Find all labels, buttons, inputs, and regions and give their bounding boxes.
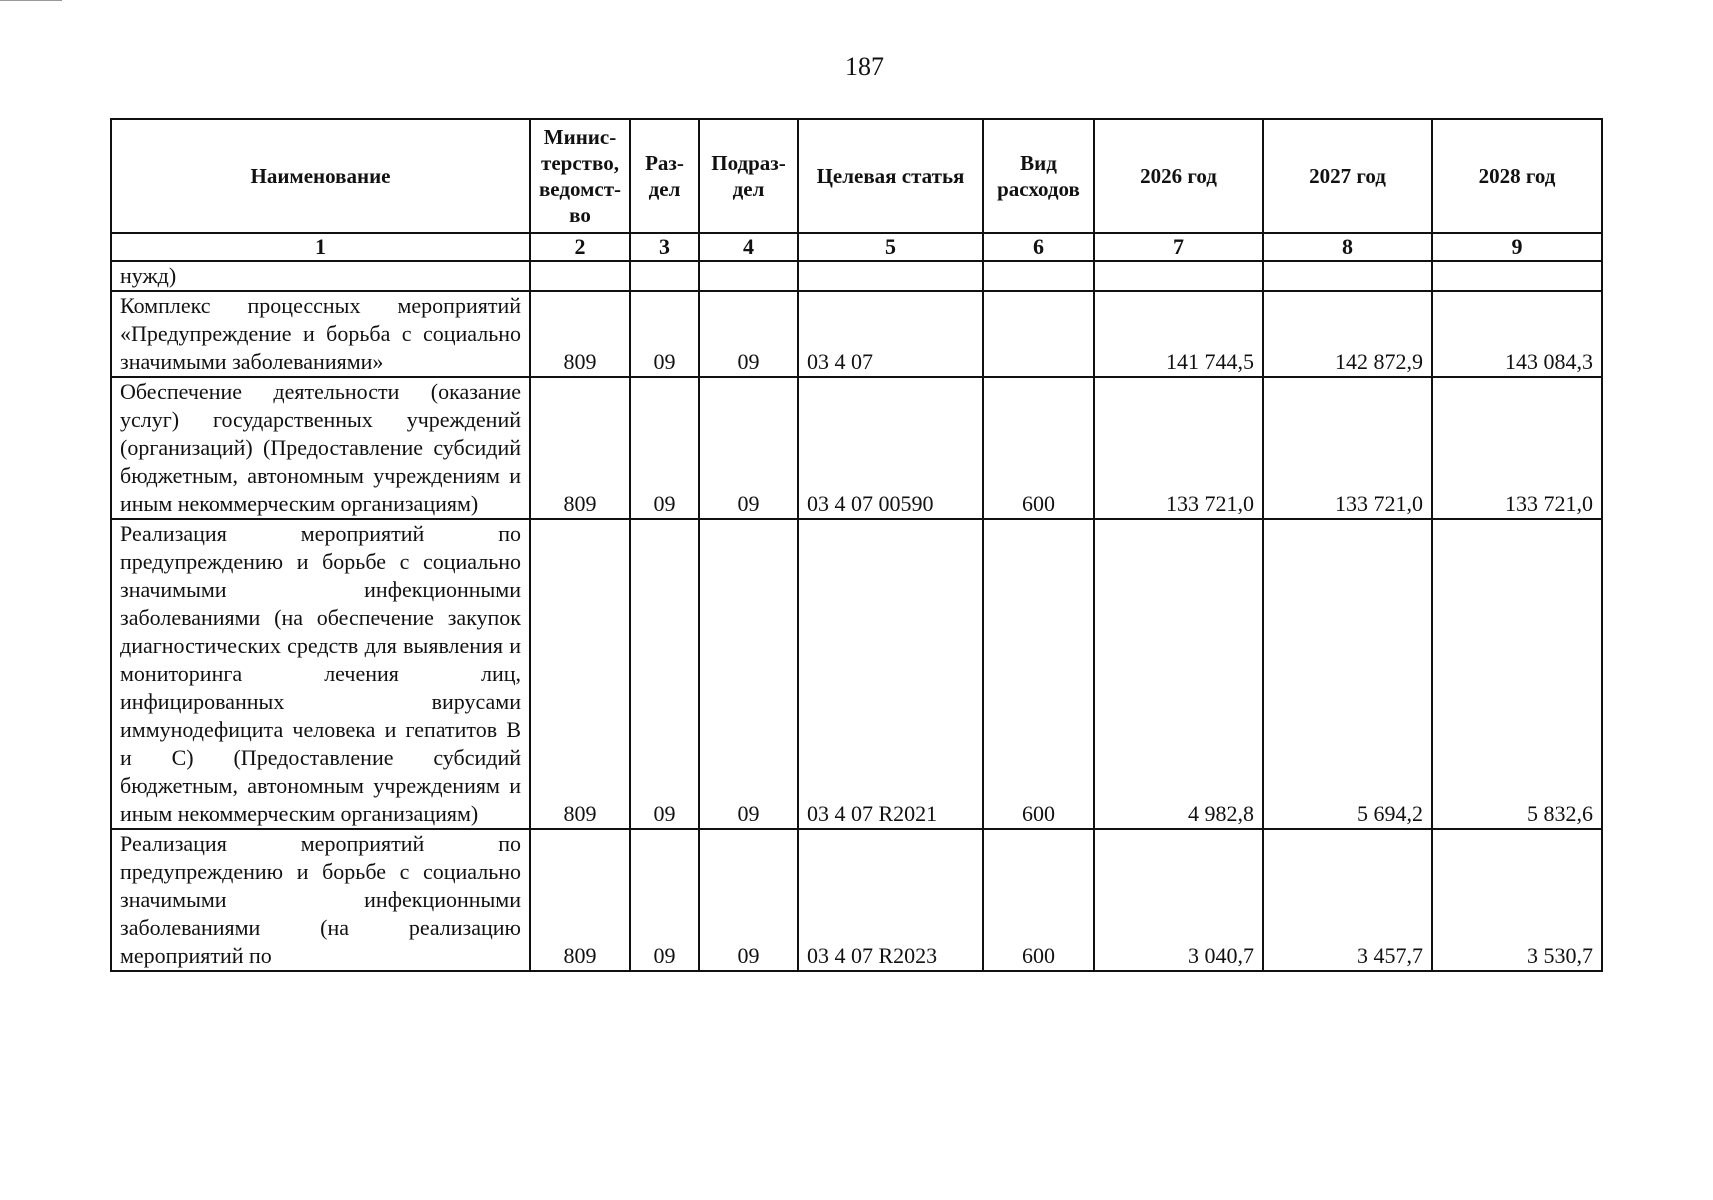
row-ministry: 809 — [530, 519, 630, 829]
column-number-row — [111, 233, 1602, 261]
column-number: 8 — [1263, 233, 1432, 261]
table-row — [111, 291, 1602, 377]
row-2027: 3 457,7 — [1263, 829, 1432, 971]
column-number: 2 — [530, 233, 630, 261]
row-2026: 4 982,8 — [1094, 519, 1263, 829]
row-ministry: 809 — [530, 829, 630, 971]
row-expense-type: 600 — [983, 377, 1094, 519]
header-row — [111, 119, 1602, 233]
row-2027 — [1263, 261, 1432, 291]
table-row — [111, 261, 1602, 291]
row-name: Реализация мероприятий по предупреждению и борьбе с социально значимыми инфекционными заболеваниями (на обеспечение закупок диагностических средств для выявления и мониторинга лечения лиц, инфицированных вирусами иммунодефицита человека и гепатитов B и C) (Предоставление субсидий бюджетным, автономным учреждениям и иным некоммерческим организациям) — [111, 519, 530, 829]
row-2026: 3 040,7 — [1094, 829, 1263, 971]
header-target: Целевая статья — [798, 119, 983, 233]
row-2026 — [1094, 261, 1263, 291]
row-2028 — [1432, 261, 1602, 291]
row-subsection: 09 — [699, 829, 798, 971]
row-expense-type: 600 — [983, 829, 1094, 971]
top-edge-rule — [0, 0, 62, 1]
header-expense-type: Вид расходов — [983, 119, 1094, 233]
row-name: Реализация мероприятий по предупреждению и борьбе с социально значимыми инфекционными заболеваниями (на реализацию мероприятий по — [111, 829, 530, 971]
column-number: 3 — [630, 233, 699, 261]
row-2026: 141 744,5 — [1094, 291, 1263, 377]
row-2027: 142 872,9 — [1263, 291, 1432, 377]
header-subsection: Подраз-дел — [699, 119, 798, 233]
row-2026: 133 721,0 — [1094, 377, 1263, 519]
row-name: Комплекс процессных мероприятий «Предупреждение и борьба с социально значимыми заболеваниями» — [111, 291, 530, 377]
column-number: 4 — [699, 233, 798, 261]
row-section: 09 — [630, 829, 699, 971]
row-expense-type: 600 — [983, 519, 1094, 829]
row-name: Обеспечение деятельности (оказание услуг) государственных учреждений (организаций) (Предоставление субсидий бюджетным, автономным учреждениям и иным некоммерческим организациям) — [111, 377, 530, 519]
row-name: нужд) — [111, 261, 530, 291]
row-expense-type — [983, 291, 1094, 377]
column-number: 7 — [1094, 233, 1263, 261]
row-2027: 133 721,0 — [1263, 377, 1432, 519]
table-row — [111, 519, 1602, 829]
row-2028: 133 721,0 — [1432, 377, 1602, 519]
row-2028: 5 832,6 — [1432, 519, 1602, 829]
row-section: 09 — [630, 291, 699, 377]
row-ministry: 809 — [530, 291, 630, 377]
header-2027: 2027 год — [1263, 119, 1432, 233]
row-target: 03 4 07 R2021 — [798, 519, 983, 829]
row-target: 03 4 07 R2023 — [798, 829, 983, 971]
column-number: 9 — [1432, 233, 1602, 261]
row-subsection: 09 — [699, 291, 798, 377]
table-row — [111, 829, 1602, 971]
budget-table — [110, 118, 1603, 972]
row-section: 09 — [630, 377, 699, 519]
row-target — [798, 261, 983, 291]
row-2028: 3 530,7 — [1432, 829, 1602, 971]
row-2027: 5 694,2 — [1263, 519, 1432, 829]
row-target: 03 4 07 — [798, 291, 983, 377]
row-2028: 143 084,3 — [1432, 291, 1602, 377]
header-name: Наименование — [111, 119, 530, 233]
row-subsection: 09 — [699, 519, 798, 829]
row-subsection: 09 — [699, 377, 798, 519]
row-target: 03 4 07 00590 — [798, 377, 983, 519]
column-number: 6 — [983, 233, 1094, 261]
header-ministry: Минис-терство, ведомст-во — [530, 119, 630, 233]
row-section — [630, 261, 699, 291]
page-number: 187 — [845, 52, 884, 81]
row-subsection — [699, 261, 798, 291]
table-row — [111, 377, 1602, 519]
row-expense-type — [983, 261, 1094, 291]
row-ministry — [530, 261, 630, 291]
header-2028: 2028 год — [1432, 119, 1602, 233]
column-number: 1 — [111, 233, 530, 261]
header-section: Раз-дел — [630, 119, 699, 233]
column-number: 5 — [798, 233, 983, 261]
header-2026: 2026 год — [1094, 119, 1263, 233]
row-section: 09 — [630, 519, 699, 829]
row-ministry: 809 — [530, 377, 630, 519]
